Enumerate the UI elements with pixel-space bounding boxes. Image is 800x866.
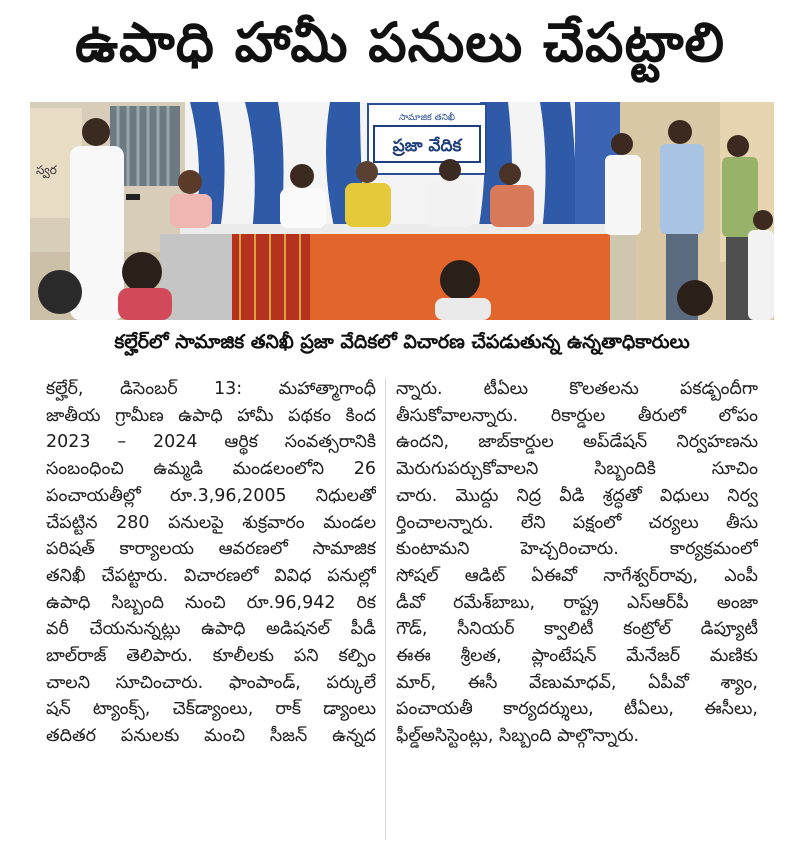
text-line: ఈఈ శ్రీలత, ప్లాంటేషన్ మేనేజర్ మణికు [396, 646, 758, 667]
text-line: షన్ ట్యాంక్స్, చెక్‌డ్యాంలు, రాక్ డ్యాంలు [46, 699, 376, 720]
text-line: మార్, ఈసీ వేణుమాధవ్, ఏపీవో శ్యాం, [396, 672, 758, 693]
text-line: జాతీయ గ్రామీణ ఉపాధి హామీ పథకం కింద [46, 405, 376, 426]
text-line: 2023 – 2024 ఆర్థిక సంవత్సరానికి [46, 432, 376, 453]
text-line: పంచాయతీల్లో రూ.3,96,2005 నిధులతో [46, 485, 376, 506]
text-line: సంబంధించి ఉమ్మడి మండలంలోని 26 [46, 459, 376, 480]
text-line: గౌడ్, సీనియర్ క్వాలిటీ కంట్రోల్ డిప్యూటీ [396, 619, 758, 640]
text-line: తీసుకోవాలన్నారు. రికార్డుల తీరులో లోపం [396, 405, 758, 426]
text-line: చాలని సూచించారు. ఫాంపాండ్, పర్కులే [46, 672, 376, 693]
text-line: బాల్‌రాజ్ తెలిపారు. కూలీలకు పని కల్పిం [46, 646, 376, 667]
text-line: ఉపాధి సిబ్బంది నుంచి రూ.96,942 రిక [46, 592, 376, 613]
text-line: కుంటామని హెచ్చరించారు. కార్యక్రమంలో [396, 539, 758, 560]
text-line: సోషల్ ఆడిట్ ఏఈవో నాగేశ్వర్‌రావు, ఎంపీ [396, 565, 758, 586]
photo-caption: కల్హేర్‌లో సామాజిక తనిఖీ ప్రజా వేదికలో విచారణ చేపడుతున్న ఉన్నతాధికారులు [114, 330, 690, 353]
text-line: వరీ చేయనున్నట్లు ఉపాధి అడిషనల్ పీడీ [46, 619, 376, 640]
text-line: ఫీల్డ్‌అసిస్టెంట్లు, సిబ్బంది పాల్గొన్నారు. [396, 726, 640, 747]
text-line: పరిషత్ కార్యాలయ ఆవరణలో సామాజిక [46, 539, 376, 560]
text-line: తదితర పనులకు మంచి సీజన్ ఉన్నద [46, 726, 376, 747]
text-line: కల్హేర్, డిసెంబర్ 13: మహాత్మాగాంధీ [46, 379, 376, 399]
text-line: తనిఖీ చేపట్టారు. విచారణలో వివిధ పనుల్లో [46, 565, 376, 586]
column-divider [385, 378, 386, 840]
news-photo [30, 102, 774, 320]
text-line: ర్తించాలన్నారు. లేని పక్షంలో చర్యలు తీసు [396, 512, 758, 533]
article-column-left [46, 376, 376, 846]
stage-table [160, 224, 620, 320]
text-line: న్నారు. టీఏలు కొలతలను పకడ్బందీగా [396, 379, 758, 399]
text-line: పంచాయతీ కార్యదర్శులు, టీఏలు, ఈసీలు, [396, 699, 758, 720]
headline: ఉపాధి హామీ పనులు చేపట్టాలి [74, 10, 726, 74]
article-column-right [396, 376, 758, 846]
praja-vedika-banner [368, 104, 486, 174]
text-line: చారు. మొద్దు నిద్ర వీడి శ్రద్ధతో విధులు నిర్వ [396, 485, 758, 506]
banner-small-text: సామాజిక తనిఖీ [399, 113, 455, 123]
text-line: మెరుగుపర్చుకోవాలని సిబ్బందికి సూచిం [396, 459, 758, 480]
text-line: చేపట్టిన 280 పనులపై శుక్రవారం మండల [46, 512, 376, 533]
banner-big-text: ప్రజా వేదిక [392, 136, 462, 156]
text-line: డీవో రమేశ్‌బాబు, రాష్ట్ర ఎస్‌ఆర్‌పీ అంజా [396, 592, 758, 613]
text-line: ఉందని, జాబ్‌కార్డుల అప్‌డేషన్ నిర్వహణను [396, 432, 758, 453]
left-sign-text: స్వర [36, 163, 57, 177]
